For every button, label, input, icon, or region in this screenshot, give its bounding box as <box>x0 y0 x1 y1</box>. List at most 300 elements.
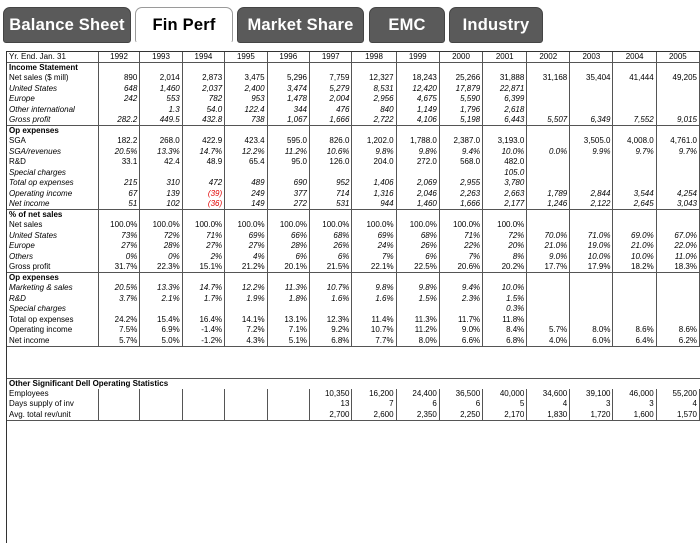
data-cell[interactable] <box>439 273 482 284</box>
data-cell[interactable] <box>140 126 182 137</box>
data-cell[interactable] <box>439 63 482 74</box>
data-cell[interactable]: 1.8% <box>267 294 309 305</box>
row-label[interactable]: Gross profit <box>7 262 98 273</box>
data-cell[interactable]: 714 <box>310 189 352 200</box>
data-cell[interactable] <box>613 168 656 179</box>
data-cell[interactable]: 11.0% <box>656 252 699 263</box>
data-cell[interactable]: 4 <box>527 399 570 410</box>
data-cell[interactable]: 11.3% <box>267 283 309 294</box>
data-cell[interactable]: 2.3% <box>439 294 482 305</box>
data-cell[interactable]: 7% <box>439 252 482 263</box>
data-cell[interactable]: 953 <box>225 94 267 105</box>
data-cell[interactable]: 2% <box>182 252 224 263</box>
data-cell[interactable] <box>483 273 527 284</box>
data-cell[interactable] <box>613 157 656 168</box>
data-cell[interactable] <box>613 178 656 189</box>
data-cell[interactable]: 20% <box>483 241 527 252</box>
data-cell[interactable]: 6.8% <box>483 336 527 347</box>
data-cell[interactable]: 272 <box>267 199 309 210</box>
data-cell[interactable]: 2.1% <box>140 294 182 305</box>
data-cell[interactable]: 489 <box>225 178 267 189</box>
year-header-cell[interactable]: 1996 <box>267 52 309 63</box>
data-cell[interactable] <box>570 105 613 116</box>
data-cell[interactable] <box>98 273 140 284</box>
data-cell[interactable] <box>352 126 396 137</box>
data-cell[interactable] <box>613 283 656 294</box>
row-label[interactable]: United States <box>7 231 98 242</box>
data-cell[interactable] <box>225 126 267 137</box>
data-cell[interactable]: 33.1 <box>98 157 140 168</box>
data-cell[interactable] <box>527 94 570 105</box>
data-cell[interactable] <box>613 63 656 74</box>
data-cell[interactable]: 42.4 <box>140 157 182 168</box>
data-cell[interactable] <box>182 168 224 179</box>
data-cell[interactable]: 20.5% <box>98 283 140 294</box>
data-cell[interactable]: 12.3% <box>310 315 352 326</box>
data-cell[interactable]: 6.4% <box>613 336 656 347</box>
data-cell[interactable] <box>225 273 267 284</box>
data-cell[interactable]: 4,254 <box>656 189 699 200</box>
data-cell[interactable] <box>613 273 656 284</box>
data-cell[interactable] <box>267 168 309 179</box>
data-cell[interactable] <box>613 315 656 326</box>
data-cell[interactable] <box>310 168 352 179</box>
data-cell[interactable] <box>656 178 699 189</box>
data-cell[interactable] <box>527 105 570 116</box>
data-cell[interactable]: 13.3% <box>140 283 182 294</box>
data-cell[interactable] <box>527 304 570 315</box>
year-header-cell[interactable]: 1998 <box>352 52 396 63</box>
data-cell[interactable]: 20.2% <box>483 262 527 273</box>
data-cell[interactable]: 5,590 <box>439 94 482 105</box>
data-cell[interactable]: 10.6% <box>310 147 352 158</box>
data-cell[interactable]: 782 <box>182 94 224 105</box>
data-cell[interactable]: 4 <box>656 399 699 410</box>
data-cell[interactable] <box>182 63 224 74</box>
data-cell[interactable]: 9,015 <box>656 115 699 126</box>
data-cell[interactable]: 100.0% <box>483 220 527 231</box>
data-cell[interactable]: 122.4 <box>225 105 267 116</box>
data-cell[interactable]: 738 <box>225 115 267 126</box>
tab-emc[interactable]: EMC <box>369 7 445 43</box>
data-cell[interactable] <box>527 126 570 137</box>
data-cell[interactable]: 0% <box>98 252 140 263</box>
row-label[interactable]: Op expenses <box>7 126 98 137</box>
data-cell[interactable] <box>570 157 613 168</box>
row-label[interactable]: Income Statement <box>7 63 98 74</box>
data-cell[interactable]: 476 <box>310 105 352 116</box>
data-cell[interactable]: 1.6% <box>310 294 352 305</box>
data-cell[interactable]: 10,350 <box>310 389 352 400</box>
data-cell[interactable] <box>527 178 570 189</box>
data-cell[interactable]: 100.0% <box>140 220 182 231</box>
data-cell[interactable]: 22.0% <box>656 241 699 252</box>
data-cell[interactable]: 2,263 <box>439 189 482 200</box>
data-cell[interactable]: 26% <box>396 241 439 252</box>
data-cell[interactable]: 8% <box>483 252 527 263</box>
data-cell[interactable]: 7,552 <box>613 115 656 126</box>
data-cell[interactable]: 48.9 <box>182 157 224 168</box>
data-cell[interactable] <box>267 273 309 284</box>
data-cell[interactable]: 1,460 <box>396 199 439 210</box>
data-cell[interactable]: 9.7% <box>656 147 699 158</box>
data-cell[interactable]: 472 <box>182 178 224 189</box>
data-cell[interactable]: 1.3 <box>140 105 182 116</box>
data-cell[interactable]: 19.0% <box>570 241 613 252</box>
data-cell[interactable]: 4,675 <box>396 94 439 105</box>
data-cell[interactable] <box>527 168 570 179</box>
data-cell[interactable]: 4% <box>225 252 267 263</box>
data-cell[interactable]: 952 <box>310 178 352 189</box>
data-cell[interactable] <box>613 126 656 137</box>
data-cell[interactable]: 690 <box>267 178 309 189</box>
data-cell[interactable]: 12.2% <box>225 283 267 294</box>
data-cell[interactable] <box>527 210 570 221</box>
data-cell[interactable]: 9.8% <box>396 147 439 158</box>
tab-balance-sheet[interactable]: Balance Sheet <box>3 7 131 43</box>
data-cell[interactable]: 3.7% <box>98 294 140 305</box>
row-label[interactable]: SGA/revenues <box>7 147 98 158</box>
data-cell[interactable]: 1,149 <box>396 105 439 116</box>
data-cell[interactable] <box>570 63 613 74</box>
data-cell[interactable] <box>352 168 396 179</box>
data-cell[interactable]: 27% <box>182 241 224 252</box>
data-cell[interactable]: 6% <box>310 252 352 263</box>
data-cell[interactable]: 15.1% <box>182 262 224 273</box>
data-cell[interactable] <box>267 399 309 410</box>
data-cell[interactable]: 432.8 <box>182 115 224 126</box>
row-label[interactable]: Days supply of inv <box>7 399 98 410</box>
data-cell[interactable] <box>396 304 439 315</box>
data-cell[interactable] <box>352 304 396 315</box>
data-cell[interactable]: 4,106 <box>396 115 439 126</box>
data-cell[interactable] <box>656 315 699 326</box>
row-label[interactable]: Operating income <box>7 325 98 336</box>
data-cell[interactable] <box>656 210 699 221</box>
data-cell[interactable]: 21.2% <box>225 262 267 273</box>
data-cell[interactable]: 34,600 <box>527 389 570 400</box>
data-cell[interactable]: 100.0% <box>182 220 224 231</box>
data-cell[interactable]: 4.3% <box>225 336 267 347</box>
data-cell[interactable]: 4,761.0 <box>656 136 699 147</box>
data-cell[interactable]: -1.4% <box>182 325 224 336</box>
data-cell[interactable]: 21.5% <box>310 262 352 273</box>
data-cell[interactable]: 31,168 <box>527 73 570 84</box>
row-label[interactable]: Other international <box>7 105 98 116</box>
data-cell[interactable]: 27% <box>225 241 267 252</box>
data-cell[interactable]: 6,349 <box>570 115 613 126</box>
data-cell[interactable]: 41,444 <box>613 73 656 84</box>
data-cell[interactable] <box>182 273 224 284</box>
data-cell[interactable]: 1,720 <box>570 410 613 421</box>
data-cell[interactable] <box>182 389 224 400</box>
data-cell[interactable] <box>225 399 267 410</box>
data-cell[interactable]: 944 <box>352 199 396 210</box>
data-cell[interactable]: 6.0% <box>570 336 613 347</box>
data-cell[interactable]: 1,246 <box>527 199 570 210</box>
data-cell[interactable]: 11.2% <box>267 147 309 158</box>
data-cell[interactable]: 31.7% <box>98 262 140 273</box>
data-cell[interactable]: 40,000 <box>483 389 527 400</box>
data-cell[interactable]: 73% <box>98 231 140 242</box>
data-cell[interactable]: 1.9% <box>225 294 267 305</box>
data-cell[interactable] <box>570 220 613 231</box>
data-cell[interactable]: 13.1% <box>267 315 309 326</box>
data-cell[interactable] <box>182 126 224 137</box>
data-cell[interactable]: 5.1% <box>267 336 309 347</box>
data-cell[interactable]: 71% <box>439 231 482 242</box>
data-cell[interactable] <box>396 126 439 137</box>
data-cell[interactable]: 2,069 <box>396 178 439 189</box>
data-cell[interactable]: 2,122 <box>570 199 613 210</box>
data-cell[interactable]: 423.4 <box>225 136 267 147</box>
row-label[interactable]: Special charges <box>7 168 98 179</box>
data-cell[interactable]: 1.6% <box>352 294 396 305</box>
data-cell[interactable] <box>527 84 570 95</box>
data-cell[interactable]: 531 <box>310 199 352 210</box>
data-cell[interactable]: 15.4% <box>140 315 182 326</box>
data-cell[interactable] <box>613 84 656 95</box>
data-cell[interactable] <box>656 220 699 231</box>
data-cell[interactable]: 3,544 <box>613 189 656 200</box>
data-cell[interactable]: 2,250 <box>439 410 482 421</box>
data-cell[interactable]: 1,570 <box>656 410 699 421</box>
data-cell[interactable]: 1,460 <box>140 84 182 95</box>
data-cell[interactable] <box>439 168 482 179</box>
data-cell[interactable] <box>352 63 396 74</box>
data-cell[interactable] <box>570 210 613 221</box>
data-cell[interactable] <box>483 126 527 137</box>
data-cell[interactable]: 2,955 <box>439 178 482 189</box>
data-cell[interactable]: 24.2% <box>98 315 140 326</box>
data-cell[interactable] <box>613 294 656 305</box>
data-cell[interactable] <box>225 63 267 74</box>
data-cell[interactable]: 310 <box>140 178 182 189</box>
data-cell[interactable]: 10.0% <box>483 147 527 158</box>
data-cell[interactable]: 69% <box>225 231 267 242</box>
data-cell[interactable]: 11.4% <box>352 315 396 326</box>
data-cell[interactable]: 268.0 <box>140 136 182 147</box>
year-header-cell[interactable]: 2002 <box>527 52 570 63</box>
data-cell[interactable]: 553 <box>140 94 182 105</box>
data-cell[interactable]: 24% <box>352 241 396 252</box>
data-cell[interactable]: 22,871 <box>483 84 527 95</box>
data-cell[interactable]: 5.7% <box>527 325 570 336</box>
data-cell[interactable]: 13 <box>310 399 352 410</box>
data-cell[interactable] <box>98 168 140 179</box>
data-cell[interactable] <box>140 63 182 74</box>
data-cell[interactable]: 72% <box>483 231 527 242</box>
data-cell[interactable]: 12,420 <box>396 84 439 95</box>
data-cell[interactable]: 8.0% <box>570 325 613 336</box>
data-cell[interactable] <box>570 178 613 189</box>
tab-industry[interactable]: Industry <box>449 7 543 43</box>
data-cell[interactable]: 0.0% <box>527 147 570 158</box>
data-cell[interactable]: 2,177 <box>483 199 527 210</box>
data-cell[interactable]: 8.0% <box>396 336 439 347</box>
data-cell[interactable]: 1,796 <box>439 105 482 116</box>
data-cell[interactable]: 10.7% <box>352 325 396 336</box>
year-header-cell[interactable]: 2003 <box>570 52 613 63</box>
data-cell[interactable] <box>140 410 182 421</box>
row-label[interactable]: Others <box>7 252 98 263</box>
data-cell[interactable]: 2,046 <box>396 189 439 200</box>
data-cell[interactable]: 67.0% <box>656 231 699 242</box>
data-cell[interactable]: 8.6% <box>613 325 656 336</box>
data-cell[interactable]: 100.0% <box>98 220 140 231</box>
data-cell[interactable]: 12.2% <box>225 147 267 158</box>
data-cell[interactable] <box>656 63 699 74</box>
tab-market-share[interactable]: Market Share <box>237 7 364 43</box>
data-cell[interactable] <box>267 126 309 137</box>
data-cell[interactable]: 149 <box>225 199 267 210</box>
data-cell[interactable] <box>570 283 613 294</box>
data-cell[interactable]: 2,037 <box>182 84 224 95</box>
data-cell[interactable]: 3,780 <box>483 178 527 189</box>
data-cell[interactable]: 13.3% <box>140 147 182 158</box>
data-cell[interactable] <box>267 210 309 221</box>
data-cell[interactable]: 7% <box>352 252 396 263</box>
data-cell[interactable] <box>267 389 309 400</box>
data-cell[interactable] <box>613 304 656 315</box>
data-cell[interactable]: 31,888 <box>483 73 527 84</box>
row-label[interactable]: Special charges <box>7 304 98 315</box>
row-label[interactable]: Marketing & sales <box>7 283 98 294</box>
data-cell[interactable] <box>140 168 182 179</box>
data-cell[interactable]: 9.8% <box>396 283 439 294</box>
year-header-cell[interactable]: 1993 <box>140 52 182 63</box>
data-cell[interactable] <box>140 210 182 221</box>
data-cell[interactable] <box>396 273 439 284</box>
data-cell[interactable] <box>527 220 570 231</box>
data-cell[interactable] <box>225 168 267 179</box>
data-cell[interactable] <box>570 94 613 105</box>
data-cell[interactable] <box>613 220 656 231</box>
data-cell[interactable]: 2,956 <box>352 94 396 105</box>
data-cell[interactable] <box>570 273 613 284</box>
data-cell[interactable]: 7.7% <box>352 336 396 347</box>
row-label[interactable]: Net income <box>7 199 98 210</box>
data-cell[interactable]: 46,000 <box>613 389 656 400</box>
data-cell[interactable] <box>570 168 613 179</box>
data-cell[interactable]: 5,507 <box>527 115 570 126</box>
data-cell[interactable]: 35,404 <box>570 73 613 84</box>
year-header-cell[interactable]: 2004 <box>613 52 656 63</box>
data-cell[interactable]: 126.0 <box>310 157 352 168</box>
data-cell[interactable] <box>656 273 699 284</box>
data-cell[interactable]: 4,008.0 <box>613 136 656 147</box>
row-label[interactable]: Employees <box>7 389 98 400</box>
data-cell[interactable]: (36) <box>182 199 224 210</box>
row-label[interactable]: % of net sales <box>7 210 98 221</box>
data-cell[interactable]: 2,873 <box>182 73 224 84</box>
row-label[interactable]: United States <box>7 84 98 95</box>
data-cell[interactable] <box>310 304 352 315</box>
data-cell[interactable]: 568.0 <box>439 157 482 168</box>
data-cell[interactable]: 4.0% <box>527 336 570 347</box>
data-cell[interactable] <box>656 105 699 116</box>
data-cell[interactable]: 65.4 <box>225 157 267 168</box>
data-cell[interactable]: 18.2% <box>613 262 656 273</box>
data-cell[interactable]: 6% <box>267 252 309 263</box>
data-cell[interactable]: 0% <box>140 252 182 263</box>
data-cell[interactable] <box>527 273 570 284</box>
data-cell[interactable]: 7.1% <box>267 325 309 336</box>
data-cell[interactable]: 8,531 <box>352 84 396 95</box>
data-cell[interactable]: 2,722 <box>352 115 396 126</box>
data-cell[interactable]: 1,830 <box>527 410 570 421</box>
data-cell[interactable]: 100.0% <box>396 220 439 231</box>
data-cell[interactable]: 9.4% <box>439 147 482 158</box>
data-cell[interactable]: 1,789 <box>527 189 570 200</box>
data-cell[interactable] <box>396 63 439 74</box>
data-cell[interactable]: 18.3% <box>656 262 699 273</box>
data-cell[interactable]: 595.0 <box>267 136 309 147</box>
row-label[interactable]: Europe <box>7 94 98 105</box>
data-cell[interactable] <box>439 126 482 137</box>
data-cell[interactable]: 20.5% <box>98 147 140 158</box>
data-cell[interactable]: 1,316 <box>352 189 396 200</box>
data-cell[interactable] <box>527 136 570 147</box>
row-label[interactable]: Total op expenses <box>7 315 98 326</box>
data-cell[interactable]: 282.2 <box>98 115 140 126</box>
other-stats-title[interactable]: Other Significant Dell Operating Statistics <box>7 378 267 389</box>
data-cell[interactable] <box>656 126 699 137</box>
data-cell[interactable] <box>439 304 482 315</box>
data-cell[interactable]: 377 <box>267 189 309 200</box>
data-cell[interactable] <box>225 410 267 421</box>
data-cell[interactable] <box>570 294 613 305</box>
data-cell[interactable] <box>656 283 699 294</box>
data-cell[interactable]: 5 <box>483 399 527 410</box>
data-cell[interactable]: 9.0% <box>439 325 482 336</box>
data-cell[interactable] <box>570 315 613 326</box>
data-cell[interactable]: 5,279 <box>310 84 352 95</box>
data-cell[interactable]: 28% <box>267 241 309 252</box>
data-cell[interactable]: 11.8% <box>483 315 527 326</box>
data-cell[interactable] <box>182 304 224 315</box>
data-cell[interactable]: 9.8% <box>352 283 396 294</box>
data-cell[interactable]: 11.7% <box>439 315 482 326</box>
data-cell[interactable] <box>656 294 699 305</box>
data-cell[interactable]: 8.4% <box>483 325 527 336</box>
data-cell[interactable]: (39) <box>182 189 224 200</box>
data-cell[interactable]: 840 <box>352 105 396 116</box>
data-cell[interactable]: 3,474 <box>267 84 309 95</box>
data-cell[interactable]: 1,067 <box>267 115 309 126</box>
year-header-cell[interactable]: 1992 <box>98 52 140 63</box>
data-cell[interactable]: 100.0% <box>310 220 352 231</box>
data-cell[interactable] <box>656 304 699 315</box>
data-cell[interactable]: 5,296 <box>267 73 309 84</box>
data-cell[interactable]: 20.1% <box>267 262 309 273</box>
data-cell[interactable]: 2,014 <box>140 73 182 84</box>
data-cell[interactable]: 2,663 <box>483 189 527 200</box>
data-cell[interactable]: 3 <box>613 399 656 410</box>
year-header-label[interactable]: Yr. End. Jan. 31 <box>7 52 98 63</box>
row-label[interactable]: R&D <box>7 294 98 305</box>
data-cell[interactable]: 1,666 <box>439 199 482 210</box>
data-cell[interactable] <box>98 63 140 74</box>
data-cell[interactable]: 70.0% <box>527 231 570 242</box>
data-cell[interactable]: 2,645 <box>613 199 656 210</box>
data-cell[interactable]: 242 <box>98 94 140 105</box>
data-cell[interactable]: 2,700 <box>310 410 352 421</box>
data-cell[interactable]: 2,844 <box>570 189 613 200</box>
data-cell[interactable]: 69.0% <box>613 231 656 242</box>
data-cell[interactable] <box>483 210 527 221</box>
tab-fin-perf[interactable]: Fin Perf <box>135 7 233 43</box>
